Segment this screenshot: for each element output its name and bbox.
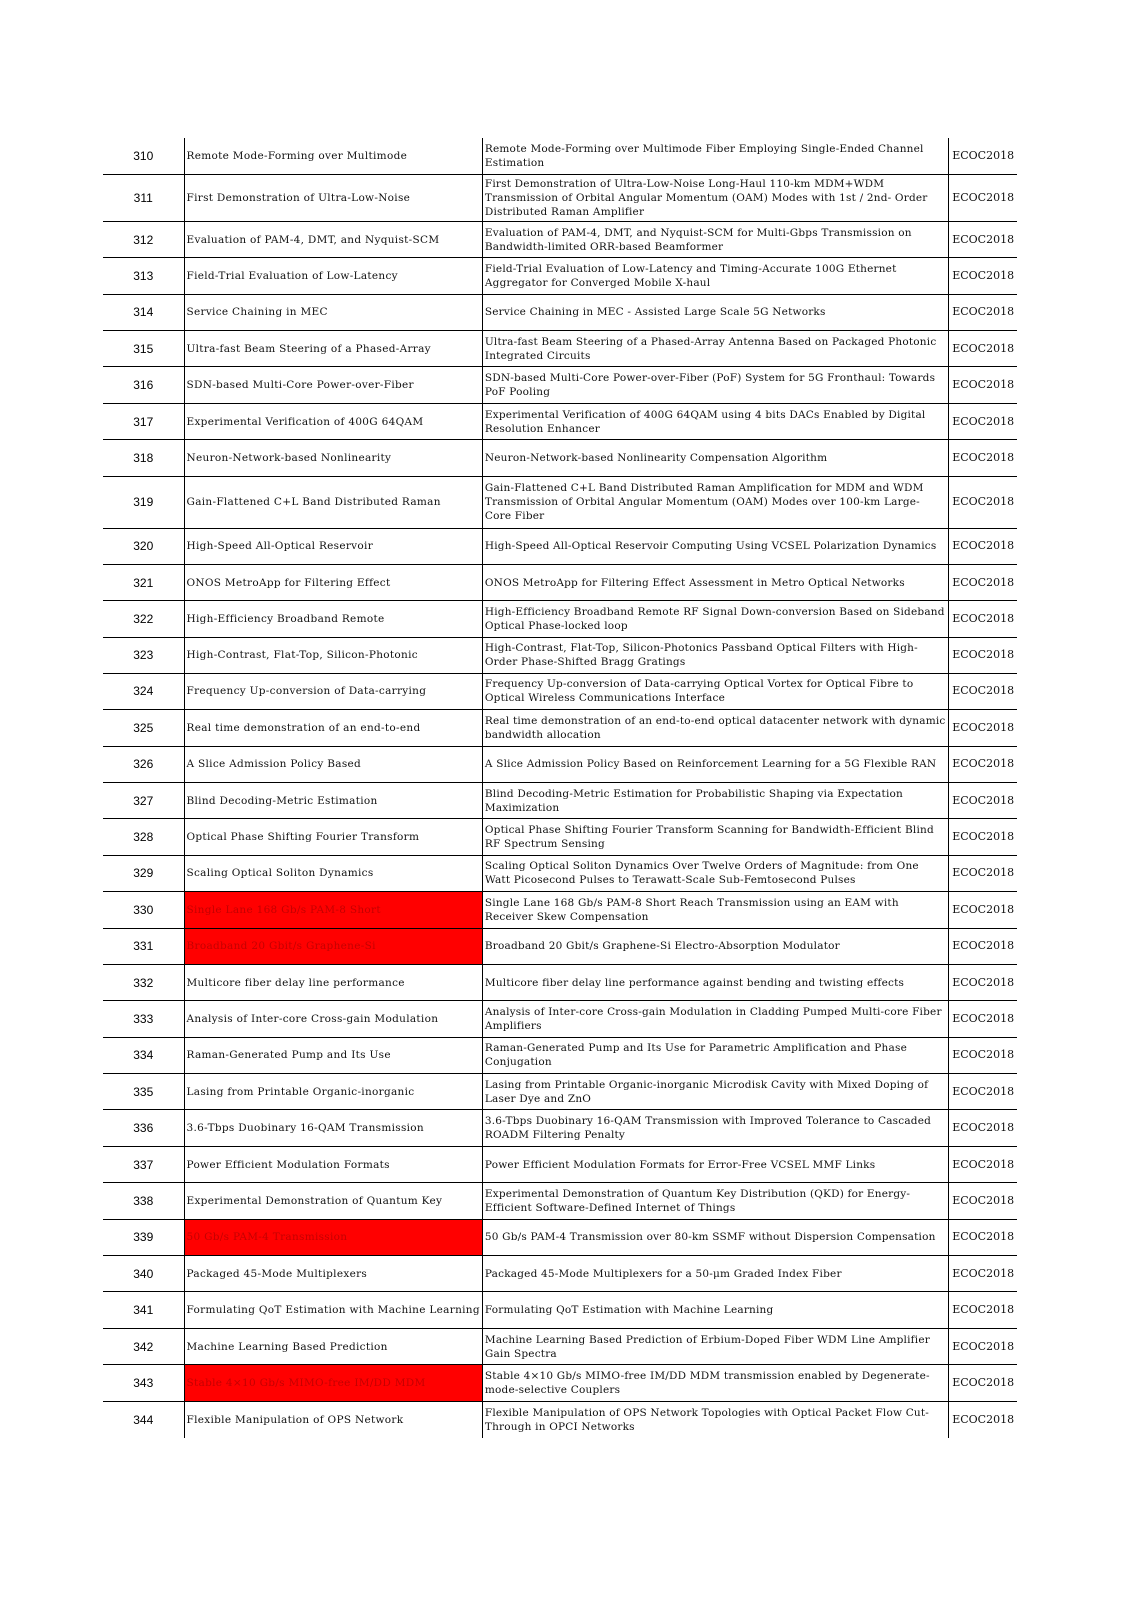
short-title-cell: Real time demonstration of an end-to-end xyxy=(184,710,482,746)
full-title-cell: 3.6-Tbps Duobinary 16-QAM Transmission with Improved Tolerance to Cascaded ROADM Filtering Penalty xyxy=(482,1110,948,1146)
full-title-cell: Service Chaining in MEC - Assisted Large Scale 5G Networks xyxy=(482,294,948,330)
full-title-cell: Field-Trial Evaluation of Low-Latency and Timing-Accurate 100G Ethernet Aggregator for Converged Mobile X-haul xyxy=(482,258,948,294)
full-title-cell: Remote Mode-Forming over Multimode Fiber Employing Single-Ended Channel Estimation xyxy=(482,138,948,174)
short-title-cell: Experimental Demonstration of Quantum Key xyxy=(184,1183,482,1219)
full-title-cell: Single Lane 168 Gb/s PAM-8 Short Reach Transmission using an EAM with Receiver Skew Compensation xyxy=(482,892,948,928)
conference-cell: ECOC2018 xyxy=(948,1110,1017,1146)
conference-cell: ECOC2018 xyxy=(948,1328,1017,1364)
paper-number-cell: 316 xyxy=(103,367,184,403)
table-row xyxy=(103,1219,1017,1255)
full-title-cell: Power Efficient Modulation Formats for Error-Free VCSEL MMF Links xyxy=(482,1146,948,1182)
table-row xyxy=(103,1110,1017,1146)
short-title-cell: Experimental Verification of 400G 64QAM xyxy=(184,403,482,439)
full-title-cell: Optical Phase Shifting Fourier Transform Scanning for Bandwidth-Efficient Blind RF Spectrum Sensing xyxy=(482,819,948,855)
full-title-cell: 50 Gb/s PAM-4 Transmission over 80-km SSMF without Dispersion Compensation xyxy=(482,1219,948,1255)
conference-cell: ECOC2018 xyxy=(948,1256,1017,1292)
short-title-cell: Raman-Generated Pump and Its Use xyxy=(184,1037,482,1073)
full-title-cell: Stable 4×10 Gb/s MIMO-free IM/DD MDM transmission enabled by Degenerate-mode-selective Couplers xyxy=(482,1365,948,1401)
paper-number-cell: 327 xyxy=(103,782,184,818)
paper-number-cell: 319 xyxy=(103,476,184,528)
short-title-cell: Lasing from Printable Organic-inorganic xyxy=(184,1074,482,1110)
paper-number-cell: 324 xyxy=(103,673,184,709)
short-title-cell: High-Efficiency Broadband Remote xyxy=(184,601,482,637)
short-title-cell: First Demonstration of Ultra-Low-Noise xyxy=(184,174,482,221)
full-title-cell: Lasing from Printable Organic-inorganic Microdisk Cavity with Mixed Doping of Laser Dye and ZnO xyxy=(482,1074,948,1110)
table-row xyxy=(103,565,1017,601)
full-title-cell: Blind Decoding-Metric Estimation for Probabilistic Shaping via Expectation Maximization xyxy=(482,782,948,818)
paper-number-cell: 322 xyxy=(103,601,184,637)
conference-cell: ECOC2018 xyxy=(948,855,1017,891)
table-row xyxy=(103,138,1017,174)
conference-cell: ECOC2018 xyxy=(948,476,1017,528)
conference-cell: ECOC2018 xyxy=(948,294,1017,330)
table-row xyxy=(103,1365,1017,1401)
short-title-cell: Stable 4×10 Gb/s MIMO-free IM/DD MDM xyxy=(184,1365,482,1401)
conference-cell: ECOC2018 xyxy=(948,440,1017,476)
short-title-cell: 3.6-Tbps Duobinary 16-QAM Transmission xyxy=(184,1110,482,1146)
full-title-cell: Frequency Up-conversion of Data-carrying Optical Vortex for Optical Fibre to Optical Wireless Communications Interface xyxy=(482,673,948,709)
paper-number-cell: 329 xyxy=(103,855,184,891)
paper-number-cell: 340 xyxy=(103,1256,184,1292)
conference-cell: ECOC2018 xyxy=(948,403,1017,439)
short-title-cell: Broadband 20 Gbit/s Graphene-Si xyxy=(184,928,482,964)
conference-cell: ECOC2018 xyxy=(948,892,1017,928)
conference-cell: ECOC2018 xyxy=(948,819,1017,855)
full-title-cell: Machine Learning Based Prediction of Erbium-Doped Fiber WDM Line Amplifier Gain Spectra xyxy=(482,1328,948,1364)
full-title-cell: Packaged 45-Mode Multiplexers for a 50-μm Graded Index Fiber xyxy=(482,1256,948,1292)
paper-number-cell: 311 xyxy=(103,174,184,221)
short-title-cell: Flexible Manipulation of OPS Network xyxy=(184,1401,482,1437)
paper-number-cell: 339 xyxy=(103,1219,184,1255)
full-title-cell: High-Speed All-Optical Reservoir Computing Using VCSEL Polarization Dynamics xyxy=(482,528,948,564)
full-title-cell: First Demonstration of Ultra-Low-Noise Long-Haul 110-km MDM+WDM Transmission of Orbital Angular Momentum (OAM) Modes with 1st / 2nd- Order Distributed Raman Amplifier xyxy=(482,174,948,221)
paper-number-cell: 328 xyxy=(103,819,184,855)
full-title-cell: Experimental Verification of 400G 64QAM using 4 bits DACs Enabled by Digital Resolution Enhancer xyxy=(482,403,948,439)
full-title-cell: Real time demonstration of an end-to-end optical datacenter network with dynamic bandwidth allocation xyxy=(482,710,948,746)
paper-number-cell: 321 xyxy=(103,565,184,601)
conference-cell: ECOC2018 xyxy=(948,782,1017,818)
full-title-cell: High-Efficiency Broadband Remote RF Signal Down-conversion Based on Sideband Optical Phase-locked loop xyxy=(482,601,948,637)
table-row xyxy=(103,1183,1017,1219)
table-row xyxy=(103,1037,1017,1073)
short-title-cell: Multicore fiber delay line performance xyxy=(184,964,482,1000)
full-title-cell: Formulating QoT Estimation with Machine Learning xyxy=(482,1292,948,1328)
table-row xyxy=(103,1074,1017,1110)
paper-number-cell: 326 xyxy=(103,746,184,782)
short-title-cell: Formulating QoT Estimation with Machine Learning xyxy=(184,1292,482,1328)
conference-cell: ECOC2018 xyxy=(948,528,1017,564)
table-row xyxy=(103,440,1017,476)
short-title-cell: Blind Decoding-Metric Estimation xyxy=(184,782,482,818)
paper-number-cell: 325 xyxy=(103,710,184,746)
paper-number-cell: 333 xyxy=(103,1001,184,1037)
conference-cell: ECOC2018 xyxy=(948,1146,1017,1182)
full-title-cell: SDN-based Multi-Core Power-over-Fiber (PoF) System for 5G Fronthaul: Towards PoF Pooling xyxy=(482,367,948,403)
table-row xyxy=(103,928,1017,964)
conference-cell: ECOC2018 xyxy=(948,1292,1017,1328)
table-row xyxy=(103,1001,1017,1037)
paper-number-cell: 344 xyxy=(103,1401,184,1437)
paper-number-cell: 314 xyxy=(103,294,184,330)
short-title-cell: A Slice Admission Policy Based xyxy=(184,746,482,782)
short-title-cell: Scaling Optical Soliton Dynamics xyxy=(184,855,482,891)
conference-cell: ECOC2018 xyxy=(948,673,1017,709)
paper-number-cell: 310 xyxy=(103,138,184,174)
full-title-cell: ONOS MetroApp for Filtering Effect Assessment in Metro Optical Networks xyxy=(482,565,948,601)
table-row xyxy=(103,1328,1017,1364)
conference-cell: ECOC2018 xyxy=(948,174,1017,221)
table-row xyxy=(103,221,1017,257)
short-title-cell: Analysis of Inter-core Cross-gain Modulation xyxy=(184,1001,482,1037)
table-row xyxy=(103,331,1017,367)
short-title-cell: Optical Phase Shifting Fourier Transform xyxy=(184,819,482,855)
short-title-cell: Packaged 45-Mode Multiplexers xyxy=(184,1256,482,1292)
table-row xyxy=(103,294,1017,330)
short-title-cell: High-Contrast, Flat-Top, Silicon-Photonic xyxy=(184,637,482,673)
full-title-cell: Multicore fiber delay line performance against bending and twisting effects xyxy=(482,964,948,1000)
table-row xyxy=(103,782,1017,818)
short-title-cell: Service Chaining in MEC xyxy=(184,294,482,330)
short-title-cell: Gain-Flattened C+L Band Distributed Raman xyxy=(184,476,482,528)
full-title-cell: Experimental Demonstration of Quantum Key Distribution (QKD) for Energy-Efficient Software-Defined Internet of Things xyxy=(482,1183,948,1219)
full-title-cell: Broadband 20 Gbit/s Graphene-Si Electro-Absorption Modulator xyxy=(482,928,948,964)
conference-cell: ECOC2018 xyxy=(948,601,1017,637)
full-title-cell: Raman-Generated Pump and Its Use for Parametric Amplification and Phase Conjugation xyxy=(482,1037,948,1073)
table-row xyxy=(103,476,1017,528)
full-title-cell: Flexible Manipulation of OPS Network Topologies with Optical Packet Flow Cut-Through in OPCI Networks xyxy=(482,1401,948,1437)
table-row xyxy=(103,367,1017,403)
table-row xyxy=(103,174,1017,221)
short-title-cell: Field-Trial Evaluation of Low-Latency xyxy=(184,258,482,294)
full-title-cell: A Slice Admission Policy Based on Reinforcement Learning for a 5G Flexible RAN xyxy=(482,746,948,782)
full-title-cell: Ultra-fast Beam Steering of a Phased-Array Antenna Based on Packaged Photonic Integrated Circuits xyxy=(482,331,948,367)
paper-number-cell: 341 xyxy=(103,1292,184,1328)
paper-list-body xyxy=(103,138,1017,1438)
full-title-cell: Neuron-Network-based Nonlinearity Compensation Algorithm xyxy=(482,440,948,476)
full-title-cell: High-Contrast, Flat-Top, Silicon-Photonics Passband Optical Filters with High-Order Phase-Shifted Bragg Gratings xyxy=(482,637,948,673)
paper-number-cell: 332 xyxy=(103,964,184,1000)
full-title-cell: Gain-Flattened C+L Band Distributed Raman Amplification for MDM and WDM Transmission of Orbital Angular Momentum (OAM) Modes over 100-km Large-Core Fiber xyxy=(482,476,948,528)
table-row xyxy=(103,892,1017,928)
paper-number-cell: 335 xyxy=(103,1074,184,1110)
conference-cell: ECOC2018 xyxy=(948,1365,1017,1401)
short-title-cell: Remote Mode-Forming over Multimode xyxy=(184,138,482,174)
short-title-cell: Frequency Up-conversion of Data-carrying xyxy=(184,673,482,709)
table-row xyxy=(103,1256,1017,1292)
paper-number-cell: 313 xyxy=(103,258,184,294)
table-row xyxy=(103,710,1017,746)
table-row xyxy=(103,1146,1017,1182)
paper-list-table xyxy=(103,138,1017,1438)
table-row xyxy=(103,601,1017,637)
conference-cell: ECOC2018 xyxy=(948,928,1017,964)
table-row xyxy=(103,819,1017,855)
conference-cell: ECOC2018 xyxy=(948,1037,1017,1073)
conference-cell: ECOC2018 xyxy=(948,1001,1017,1037)
conference-cell: ECOC2018 xyxy=(948,1183,1017,1219)
paper-number-cell: 331 xyxy=(103,928,184,964)
table-row xyxy=(103,637,1017,673)
table-row xyxy=(103,1292,1017,1328)
short-title-cell: High-Speed All-Optical Reservoir xyxy=(184,528,482,564)
paper-number-cell: 330 xyxy=(103,892,184,928)
short-title-cell: Machine Learning Based Prediction xyxy=(184,1328,482,1364)
conference-cell: ECOC2018 xyxy=(948,637,1017,673)
conference-cell: ECOC2018 xyxy=(948,1074,1017,1110)
paper-number-cell: 336 xyxy=(103,1110,184,1146)
full-title-cell: Scaling Optical Soliton Dynamics Over Twelve Orders of Magnitude: from One Watt Picosecond Pulses to Terawatt-Scale Sub-Femtosecond Pulses xyxy=(482,855,948,891)
short-title-cell: SDN-based Multi-Core Power-over-Fiber xyxy=(184,367,482,403)
table-row xyxy=(103,258,1017,294)
paper-number-cell: 317 xyxy=(103,403,184,439)
short-title-cell: Ultra-fast Beam Steering of a Phased-Array xyxy=(184,331,482,367)
table-row xyxy=(103,403,1017,439)
table-row xyxy=(103,673,1017,709)
conference-cell: ECOC2018 xyxy=(948,964,1017,1000)
table-row xyxy=(103,964,1017,1000)
conference-cell: ECOC2018 xyxy=(948,138,1017,174)
paper-number-cell: 334 xyxy=(103,1037,184,1073)
table-row xyxy=(103,855,1017,891)
short-title-cell: Evaluation of PAM-4, DMT, and Nyquist-SCM xyxy=(184,221,482,257)
short-title-cell: Power Efficient Modulation Formats xyxy=(184,1146,482,1182)
paper-number-cell: 320 xyxy=(103,528,184,564)
conference-cell: ECOC2018 xyxy=(948,565,1017,601)
conference-cell: ECOC2018 xyxy=(948,1219,1017,1255)
paper-number-cell: 338 xyxy=(103,1183,184,1219)
conference-cell: ECOC2018 xyxy=(948,221,1017,257)
conference-cell: ECOC2018 xyxy=(948,710,1017,746)
short-title-cell: ONOS MetroApp for Filtering Effect xyxy=(184,565,482,601)
paper-number-cell: 323 xyxy=(103,637,184,673)
conference-cell: ECOC2018 xyxy=(948,1401,1017,1437)
conference-cell: ECOC2018 xyxy=(948,258,1017,294)
paper-number-cell: 337 xyxy=(103,1146,184,1182)
conference-cell: ECOC2018 xyxy=(948,746,1017,782)
paper-number-cell: 315 xyxy=(103,331,184,367)
table-row xyxy=(103,1401,1017,1437)
table-row xyxy=(103,528,1017,564)
conference-cell: ECOC2018 xyxy=(948,331,1017,367)
paper-number-cell: 312 xyxy=(103,221,184,257)
short-title-cell: Neuron-Network-based Nonlinearity xyxy=(184,440,482,476)
conference-cell: ECOC2018 xyxy=(948,367,1017,403)
table-row xyxy=(103,746,1017,782)
short-title-cell: Single Lane 168 Gb/s PAM-8 Short xyxy=(184,892,482,928)
full-title-cell: Analysis of Inter-core Cross-gain Modulation in Cladding Pumped Multi-core Fiber Amplifiers xyxy=(482,1001,948,1037)
paper-number-cell: 343 xyxy=(103,1365,184,1401)
paper-number-cell: 318 xyxy=(103,440,184,476)
short-title-cell: 50 Gb/s PAM-4 Transmission xyxy=(184,1219,482,1255)
paper-number-cell: 342 xyxy=(103,1328,184,1364)
full-title-cell: Evaluation of PAM-4, DMT, and Nyquist-SCM for Multi-Gbps Transmission on Bandwidth-limited ORR-based Beamformer xyxy=(482,221,948,257)
